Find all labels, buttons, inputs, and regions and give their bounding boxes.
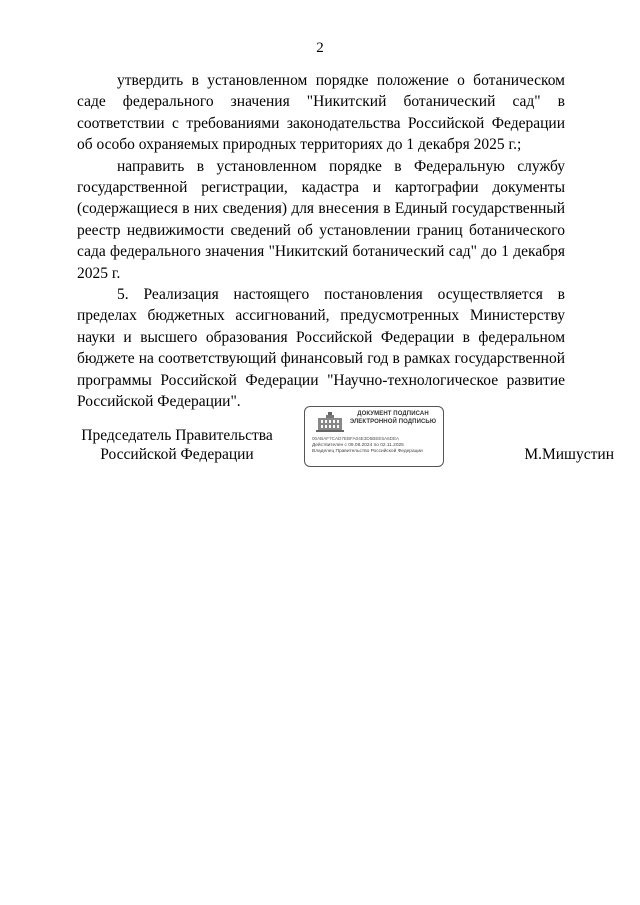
signatory-title	[77, 426, 277, 464]
paragraph: 5. Реализация настоящего постановления осуществляется в пределах бюджетных ассигнований, предусмотренных Министерству науки и высшего образования Российской Федерации в федеральном бюджете на соответствующий финансовый год в рамках государственной программы Российской Федерации "Научно-технологическое развитие Российской Федерации".	[77, 286, 565, 411]
signatory-title-line: Российской Федерации	[100, 446, 254, 463]
stamp-certificate-number: 00ABAF7CAD7EBFA04E3D5BEE5A6DEA	[312, 436, 400, 441]
document-body	[77, 70, 565, 413]
page-number: 2	[316, 40, 324, 56]
stamp-heading	[347, 411, 439, 426]
paragraph: направить в установленном порядке в Федеральную службу государственной регистрации, кадастра и картографии документы (содержащиеся в них сведения) для внесения в Единый государственный реестр недвижимости сведений об установлении границ ботанического сада федерального значения "Никитский ботанический сад" до 1 декабря 2025 г.	[77, 157, 565, 282]
stamp-details	[312, 443, 440, 455]
stamp-heading-line: ЭЛЕКТРОННОЙ ПОДПИСЬЮ	[349, 418, 437, 425]
signature-block	[60, 411, 614, 476]
stamp-owner: Владелец Правительство Российской Федерации	[312, 449, 423, 455]
signatory-name: М.Мишустин	[524, 446, 614, 463]
stamp-validity: Действителен с 09.08.2024 по 02.11.2025	[312, 443, 404, 448]
stamp-heading-line: ДОКУМЕНТ ПОДПИСАН	[357, 411, 429, 417]
paragraph: утвердить в установленном порядке положение о ботаническом саде федерального значения "Никитский ботанический сад" в соответствии с требованиями законодательства Российской Федерации об особо охраняемых природных территориях до 1 декабря 2025 г.;	[77, 72, 565, 154]
electronic-signature-stamp	[304, 406, 444, 467]
building-emblem-icon	[315, 411, 345, 433]
signatory-title-line: Председатель Правительства	[81, 427, 273, 444]
